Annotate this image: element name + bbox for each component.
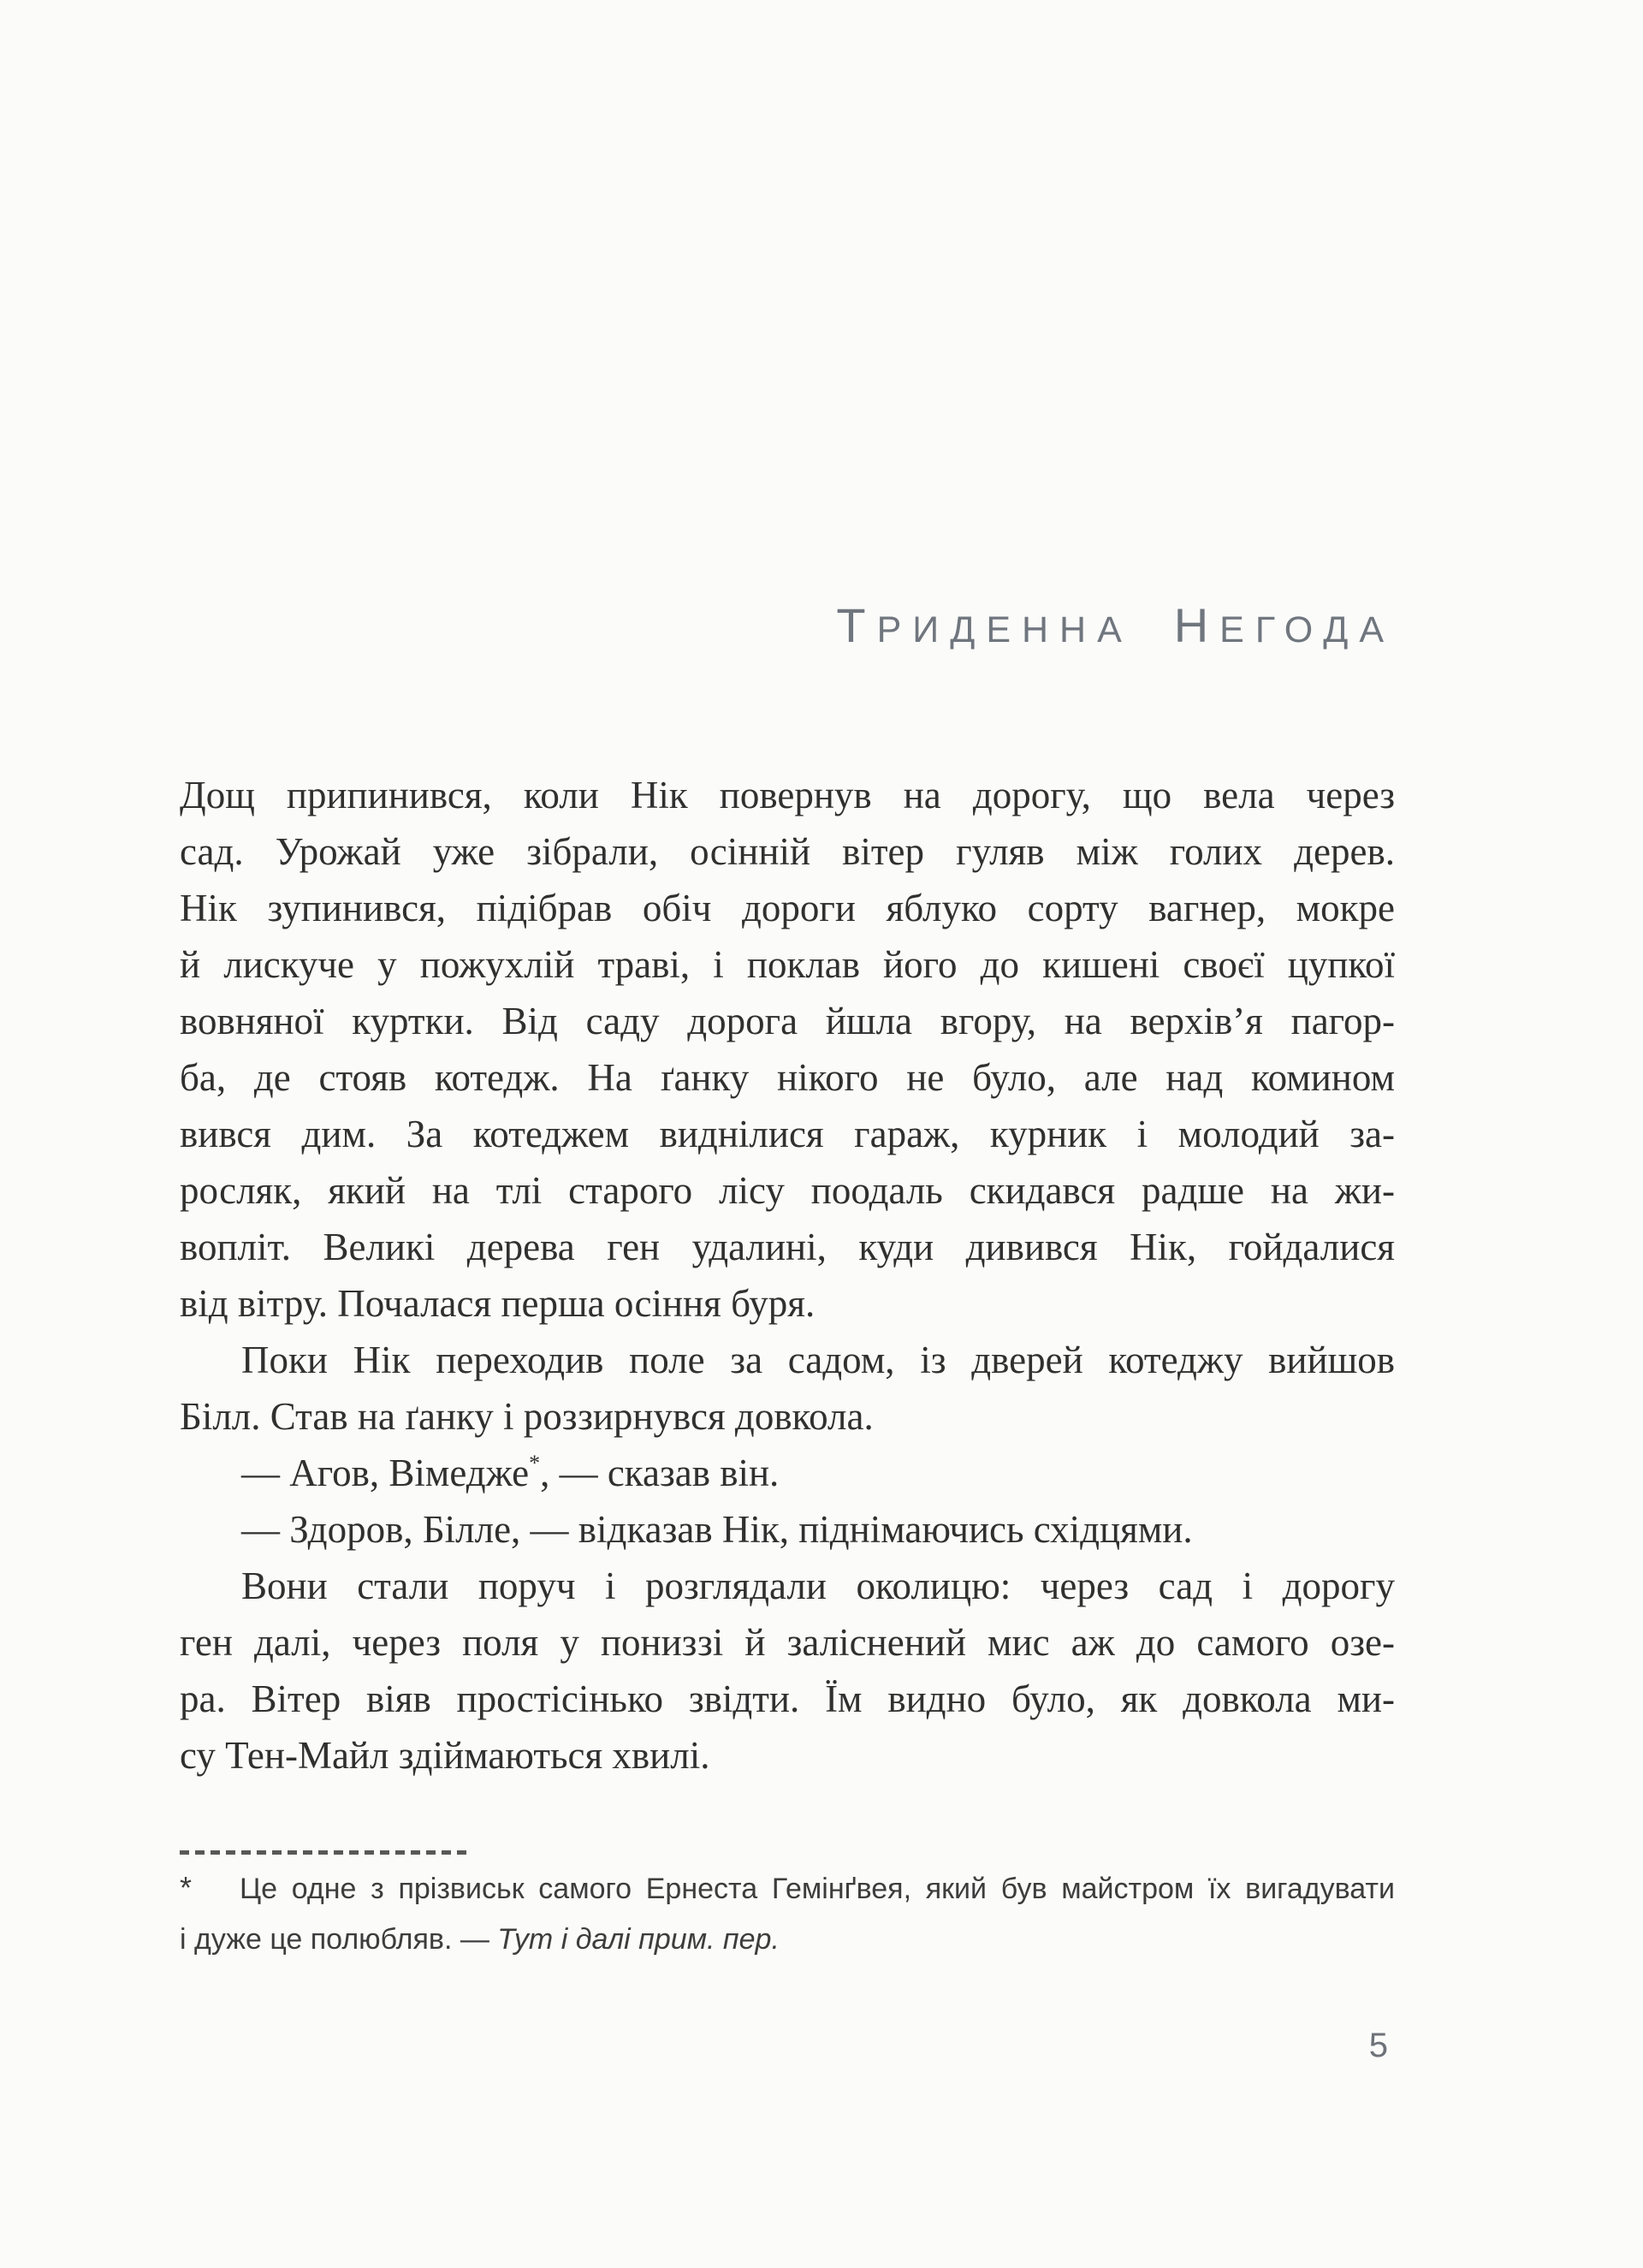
- footnote-line: [180, 1862, 1395, 1914]
- footnote-reference-asterisk: *: [529, 1451, 541, 1475]
- footnote-text: Це одне з прізвиськ самого Ернеста Гемінґвея, який був майстром їх вигадувати: [240, 1873, 1395, 1905]
- text-line-dialogue: [180, 1445, 1395, 1501]
- text-line: Нік зупинився, підібрав обіч дороги яблуко сорту вагнер, мокре: [180, 887, 1395, 929]
- text-line: росляк, який на тлі старого лісу поодаль скидався радше на жи-: [180, 1169, 1395, 1212]
- text-line: су Тен-Майл здіймаються хвилі.: [180, 1734, 710, 1777]
- text-line: Білл. Став на ґанку і роззирнувся довкола.: [180, 1395, 874, 1438]
- footnote-line: [180, 1914, 1395, 1965]
- chapter-title: [180, 597, 1395, 661]
- footnote-translator-note: Тут і далі прим. пер.: [497, 1923, 780, 1956]
- story-text: [180, 767, 1395, 1784]
- dialogue-text: — Агов, Вімедже: [241, 1452, 530, 1494]
- chapter-title-word-1: ТРИДЕННА: [836, 598, 1133, 652]
- footnote: [180, 1862, 1395, 1965]
- text-line: Вони стали поруч і розглядали околицю: через сад і дорогу: [241, 1564, 1395, 1607]
- text-line: ра. Вітер віяв простісінько звідти. Їм видно було, як довкола ми-: [180, 1677, 1395, 1720]
- text-line: Поки Нік переходив поле за садом, із дверей котеджу вийшов: [241, 1339, 1395, 1381]
- text-line: Дощ припинився, коли Нік повернув на дорогу, що вела через: [180, 774, 1395, 816]
- text-line: вився дим. За котеджем виднілися гараж, курник і молодий за-: [180, 1113, 1395, 1155]
- text-line: вовняної куртки. Від саду дорога йшла вгору, на верхів’я пагор-: [180, 1000, 1395, 1042]
- footnote-text: і дуже це полюбляв. —: [180, 1923, 498, 1956]
- text-line-dialogue: — Здоров, Білле, — відказав Нік, піднімаючись східцями.: [241, 1508, 1193, 1551]
- text-line: від вітру. Почалася перша осіння буря.: [180, 1282, 816, 1325]
- dialogue-text: , — сказав він.: [540, 1452, 780, 1494]
- text-line: сад. Урожай уже зібрали, осінній вітер гуляв між голих дерев.: [180, 830, 1395, 873]
- text-line: ген далі, через поля у пониззі й заліснений мис аж до самого озе-: [180, 1621, 1395, 1664]
- page-number: 5: [1368, 2027, 1388, 2064]
- footnote-marker: *: [180, 1870, 193, 1905]
- footnote-divider: [180, 1850, 472, 1855]
- text-line: вопліт. Великі дерева ген удалині, куди дивився Нік, гойдалися: [180, 1226, 1395, 1268]
- text-line: ба, де стояв котедж. На ґанку нікого не було, але над комином: [180, 1056, 1395, 1099]
- chapter-title-word-2: НЕГОДА: [1173, 598, 1395, 652]
- text-line: й лискуче у пожухлій траві, і поклав його до кишені своєї цупкої: [180, 943, 1395, 986]
